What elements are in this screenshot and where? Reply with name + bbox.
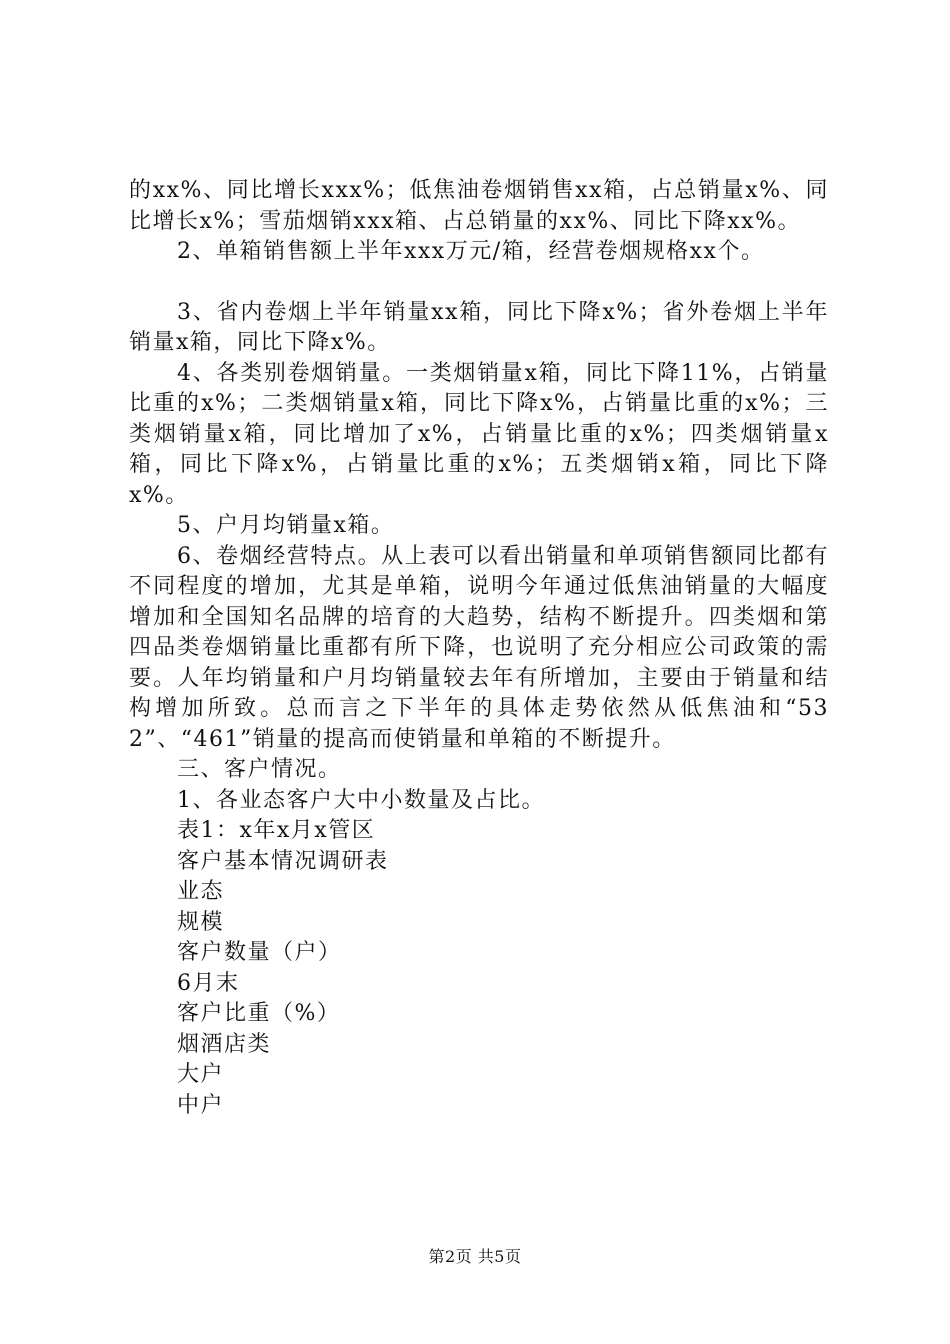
- table-caption: 表1：x年x月x管区: [177, 818, 376, 843]
- paragraph-business-features: 6、卷烟经营特点。从上表可以看出销量和单项销售额同比都有不同程度的增加，尤其是单箱，说明今年通过低焦油销量的大幅度增加和全国知名品牌的培育的大趋势，结构不断提升。四类烟和第四品类卷烟销量比重都有所下降，也说明了充分相应公司政策的需要。人年均销量和户月均销量较去年有所增加，主要由于销量和结构增加所致。总而言之下半年的具体走势依然从低焦油和“532”、“461”销量的提高而使销量和单箱的不断提升。: [129, 543, 829, 752]
- page-footer: 第2页 共5页: [428, 1247, 522, 1266]
- table-cell-large-customer: 大户: [177, 1062, 225, 1087]
- table-header-format: 业态: [177, 879, 225, 904]
- paragraph-category-sales: 4、各类别卷烟销量。一类烟销量x箱，同比下降11%，占销量比重的x%；二类烟销量x箱，同比下降x%，占销量比重的x%；三类烟销量x箱，同比增加了x%，占销量比重的x%；四类烟销量x箱，同比下降x%，占销量比重的x%；五类烟销x箱，同比下降x%。: [129, 360, 829, 508]
- paragraph-sales-structure: 的xx%、同比增长xxx%；低焦油卷烟销售xx箱，占总销量x%、同比增长x%；雪茄烟销xxx箱、占总销量的xx%、同比下降xx%。: [129, 178, 829, 234]
- table-title: 客户基本情况调研表: [177, 848, 389, 874]
- table-cell-tobacco-shop: 烟酒店类: [177, 1031, 272, 1057]
- table-header-scale: 规模: [177, 909, 225, 935]
- table-header-june-end: 6月末: [177, 970, 240, 996]
- table-header-customer-count: 客户数量（户）: [177, 940, 342, 965]
- paragraph-monthly-average: 5、户月均销量x箱。: [177, 513, 395, 538]
- document-body: [129, 176, 829, 1121]
- section-heading-customers: 三、客户情况。: [177, 757, 342, 782]
- table-header-customer-share: 客户比重（%）: [177, 1001, 341, 1026]
- paragraph-spacer: [129, 268, 829, 298]
- paragraph-customer-counts: 1、各业态客户大中小数量及占比。: [177, 787, 545, 813]
- table-cell-medium-customer: 中户: [177, 1092, 225, 1118]
- paragraph-single-box-sales: 2、单箱销售额上半年xxx万元/箱，经营卷烟规格xx个。: [177, 239, 765, 264]
- paragraph-provincial-sales: 3、省内卷烟上半年销量xx箱，同比下降x%；省外卷烟上半年销量x箱，同比下降x%。: [129, 299, 829, 355]
